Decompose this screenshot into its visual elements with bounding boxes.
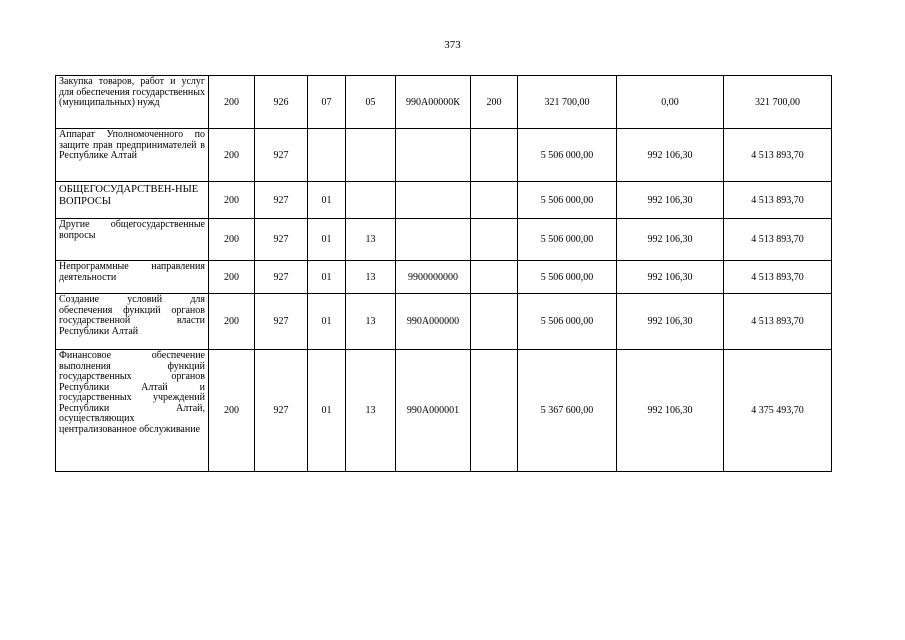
executed-amount-cell: 992 106,30 xyxy=(617,219,724,261)
expense-type-cell xyxy=(471,350,518,472)
remainder-amount-cell: 4 513 893,70 xyxy=(724,219,832,261)
remainder-amount-cell: 321 700,00 xyxy=(724,76,832,129)
target-article-cell xyxy=(396,129,471,182)
expense-type-cell xyxy=(471,129,518,182)
remainder-amount-cell: 4 375 493,70 xyxy=(724,350,832,472)
executed-amount-cell: 992 106,30 xyxy=(617,129,724,182)
planned-amount-cell: 5 506 000,00 xyxy=(518,182,617,219)
planned-amount-cell: 5 506 000,00 xyxy=(518,294,617,350)
ministry-code-cell: 926 xyxy=(255,76,308,129)
row-name-cell: Непрограммные направления деятельности xyxy=(56,261,209,294)
section-cell: 01 xyxy=(308,261,346,294)
target-article-cell: 990А00000К xyxy=(396,76,471,129)
table-row xyxy=(56,182,832,219)
subsection-cell: 13 xyxy=(346,350,396,472)
table-row xyxy=(56,129,832,182)
subsection-cell: 05 xyxy=(346,76,396,129)
ministry-code-cell: 927 xyxy=(255,219,308,261)
expense-type-cell xyxy=(471,261,518,294)
page-number: 373 xyxy=(444,39,461,51)
ministry-code-cell: 927 xyxy=(255,294,308,350)
ministry-code-cell: 927 xyxy=(255,350,308,472)
expense-type-cell: 200 xyxy=(471,76,518,129)
admin-code-cell: 200 xyxy=(209,129,255,182)
admin-code-cell: 200 xyxy=(209,350,255,472)
subsection-cell: 13 xyxy=(346,294,396,350)
admin-code-cell: 200 xyxy=(209,182,255,219)
target-article-cell xyxy=(396,182,471,219)
table-row xyxy=(56,350,832,472)
executed-amount-cell: 992 106,30 xyxy=(617,261,724,294)
row-name-cell: Другие общегосударственные вопросы xyxy=(56,219,209,261)
section-cell: 01 xyxy=(308,182,346,219)
table-row xyxy=(56,219,832,261)
section-cell xyxy=(308,129,346,182)
row-name-cell: Создание условий для обеспечения функций органов государственной власти Республики Алтай xyxy=(56,294,209,350)
admin-code-cell: 200 xyxy=(209,261,255,294)
admin-code-cell: 200 xyxy=(209,76,255,129)
subsection-cell xyxy=(346,129,396,182)
section-cell: 01 xyxy=(308,350,346,472)
section-cell: 07 xyxy=(308,76,346,129)
target-article-cell xyxy=(396,219,471,261)
planned-amount-cell: 5 506 000,00 xyxy=(518,219,617,261)
admin-code-cell: 200 xyxy=(209,219,255,261)
subsection-cell xyxy=(346,182,396,219)
table-row xyxy=(56,294,832,350)
budget-table xyxy=(55,75,832,472)
row-name-cell: Финансовое обеспечение выполнения функций государственных органов Республики Алтай и государственных учреждений Республики Алтай, осуществляющих централизованное обслуживание xyxy=(56,350,209,472)
expense-type-cell xyxy=(471,294,518,350)
subsection-cell: 13 xyxy=(346,219,396,261)
executed-amount-cell: 992 106,30 xyxy=(617,182,724,219)
planned-amount-cell: 321 700,00 xyxy=(518,76,617,129)
table-row xyxy=(56,261,832,294)
executed-amount-cell: 992 106,30 xyxy=(617,350,724,472)
subsection-cell: 13 xyxy=(346,261,396,294)
expense-type-cell xyxy=(471,219,518,261)
planned-amount-cell: 5 506 000,00 xyxy=(518,261,617,294)
target-article-cell: 9900000000 xyxy=(396,261,471,294)
remainder-amount-cell: 4 513 893,70 xyxy=(724,129,832,182)
planned-amount-cell: 5 506 000,00 xyxy=(518,129,617,182)
remainder-amount-cell: 4 513 893,70 xyxy=(724,182,832,219)
target-article-cell: 990А000000 xyxy=(396,294,471,350)
row-name-cell: Закупка товаров, работ и услуг для обеспечения государственных (муниципальных) нужд xyxy=(56,76,209,129)
admin-code-cell: 200 xyxy=(209,294,255,350)
table-row xyxy=(56,76,832,129)
remainder-amount-cell: 4 513 893,70 xyxy=(724,261,832,294)
section-cell: 01 xyxy=(308,219,346,261)
expense-type-cell xyxy=(471,182,518,219)
executed-amount-cell: 992 106,30 xyxy=(617,294,724,350)
target-article-cell: 990А000001 xyxy=(396,350,471,472)
ministry-code-cell: 927 xyxy=(255,129,308,182)
section-cell: 01 xyxy=(308,294,346,350)
row-name-cell: Аппарат Уполномоченного по защите прав предпринимателей в Республике Алтай xyxy=(56,129,209,182)
ministry-code-cell: 927 xyxy=(255,182,308,219)
ministry-code-cell: 927 xyxy=(255,261,308,294)
row-name-cell: ОБЩЕГОСУДАРСТВЕН-НЫЕ ВОПРОСЫ xyxy=(56,182,209,219)
remainder-amount-cell: 4 513 893,70 xyxy=(724,294,832,350)
planned-amount-cell: 5 367 600,00 xyxy=(518,350,617,472)
executed-amount-cell: 0,00 xyxy=(617,76,724,129)
